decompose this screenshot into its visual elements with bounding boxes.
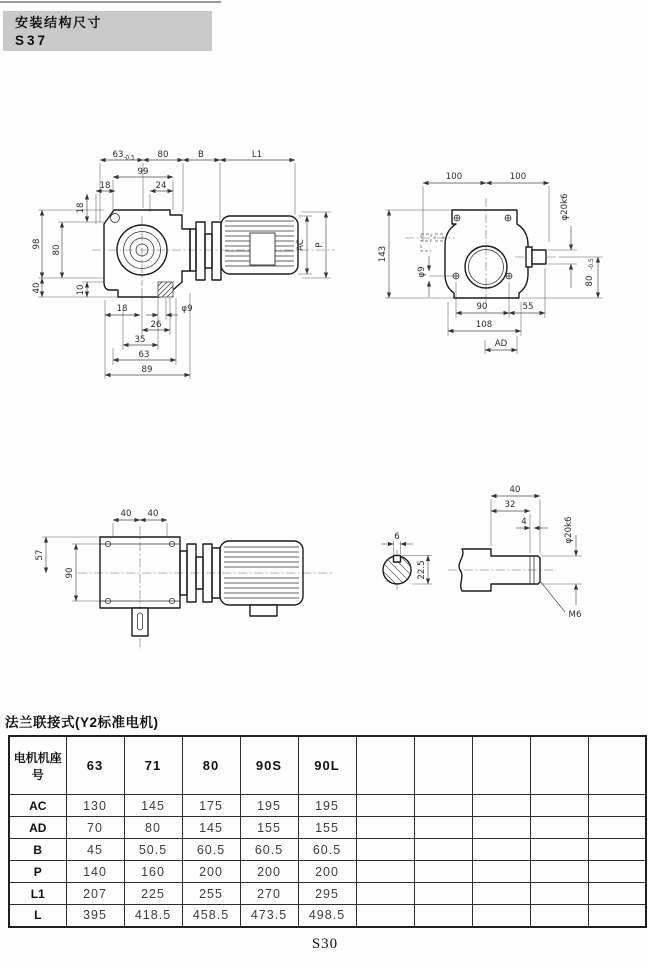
- empty-cell: [414, 795, 472, 817]
- dim-value-cell: 145: [182, 817, 240, 839]
- dim-value-cell: 200: [298, 861, 356, 883]
- frame-size-header: 80: [182, 736, 240, 795]
- gearbox-housing: [104, 210, 190, 297]
- terminal-box: [250, 605, 277, 616]
- input-flange: [190, 222, 221, 280]
- table-row: [9, 817, 646, 839]
- dim-value-cell: 60.5: [240, 839, 298, 861]
- extension-lines: [42, 523, 167, 601]
- dim-value-cell: 60.5: [298, 839, 356, 861]
- front-view-drawing: [375, 150, 647, 388]
- table-wrapper: [8, 735, 645, 928]
- empty-cell: [530, 883, 588, 905]
- dim-label-cell: AD: [9, 817, 66, 839]
- empty-cell: [472, 839, 530, 861]
- dim-value-cell: 195: [240, 795, 298, 817]
- dim-phi9: φ9: [181, 304, 193, 314]
- dim-55: 55: [522, 302, 534, 312]
- dim-35: 35: [134, 335, 146, 345]
- hatched-section: [158, 282, 173, 297]
- empty-cell: [356, 905, 414, 927]
- top-view-drawing: [20, 478, 345, 658]
- dimension-labels: [32, 150, 325, 375]
- dim-AC: AC: [296, 239, 306, 251]
- dim-63-tol: -0.5: [123, 155, 135, 162]
- dim-24: 24: [155, 181, 167, 191]
- empty-cell: [588, 883, 646, 905]
- empty-cell: [414, 839, 472, 861]
- housing-front: [421, 210, 546, 298]
- motor-table: [8, 735, 647, 928]
- dimension-labels: [394, 485, 581, 620]
- top-rule: [0, 1, 221, 3]
- dim-value-cell: 200: [240, 861, 298, 883]
- empty-cell: [414, 883, 472, 905]
- dimension-lines: [42, 160, 326, 375]
- empty-cell: [414, 817, 472, 839]
- empty-cell: [588, 795, 646, 817]
- dim-63-bot: 63: [138, 350, 150, 360]
- dim-value-cell: 140: [66, 861, 124, 883]
- hidden-input-shaft: [421, 234, 443, 251]
- dim-4: 4: [521, 517, 527, 527]
- dim-10: 10: [76, 284, 86, 296]
- shaft-collar: [526, 247, 532, 267]
- dim-80-top: 80: [157, 150, 169, 160]
- dim-value-cell: 130: [66, 795, 124, 817]
- frame-size-header: 90S: [240, 736, 298, 795]
- dim-value-cell: 200: [182, 861, 240, 883]
- dim-value-cell: 70: [66, 817, 124, 839]
- dim-label-cell: L1: [9, 883, 66, 905]
- dim-value-cell: 155: [298, 817, 356, 839]
- terminal-box: [250, 233, 275, 265]
- dim-label-cell: AC: [9, 795, 66, 817]
- dim-89: 89: [141, 365, 153, 375]
- dim-108: 108: [475, 320, 493, 330]
- shaft-section: [376, 548, 414, 592]
- dim-18-left: 18: [76, 202, 86, 214]
- table-row: [9, 883, 646, 905]
- frame-col-header: 电机机座号: [9, 736, 66, 795]
- empty-cell: [356, 861, 414, 883]
- table-row: [9, 839, 646, 861]
- dim-value-cell: 295: [298, 883, 356, 905]
- dim-value-cell: 175: [182, 795, 240, 817]
- frame-size-header: 63: [66, 736, 124, 795]
- dim-value-cell: 395: [66, 905, 124, 927]
- dim-phi20k6: φ20k6: [560, 193, 570, 221]
- empty-cell: [356, 839, 414, 861]
- dim-18-bot: 18: [116, 304, 128, 314]
- empty-cell: [530, 839, 588, 861]
- motor-top: [180, 541, 303, 616]
- dim-L1: L1: [251, 150, 263, 160]
- empty-header-cell: [356, 736, 414, 795]
- dim-40-right: 40: [147, 509, 159, 519]
- dim-18-top: 18: [99, 181, 111, 191]
- frame-size-header: 90L: [298, 736, 356, 795]
- dim-57: 57: [35, 549, 45, 561]
- m6-leader: [540, 581, 565, 612]
- empty-cell: [472, 905, 530, 927]
- dimension-lines: [46, 520, 167, 601]
- dim-6: 6: [394, 532, 400, 542]
- empty-cell: [530, 817, 588, 839]
- page-number: S30: [311, 936, 339, 952]
- dim-B: B: [198, 150, 204, 160]
- dim-value-cell: 160: [124, 861, 182, 883]
- empty-cell: [588, 817, 646, 839]
- model-code: S37: [15, 32, 49, 48]
- output-shaft: [532, 250, 546, 264]
- dim-AD: AD: [494, 339, 508, 349]
- dim-32: 32: [504, 500, 516, 510]
- empty-cell: [530, 905, 588, 927]
- empty-cell: [356, 795, 414, 817]
- dim-98: 98: [32, 238, 42, 250]
- dim-26: 26: [150, 320, 162, 330]
- table-title: 法兰联接式(Y2标准电机): [5, 715, 159, 730]
- dim-value-cell: 473.5: [240, 905, 298, 927]
- dim-value-cell: 270: [240, 883, 298, 905]
- dim-phi20k6: φ20k6: [564, 516, 574, 544]
- dim-90: 90: [65, 567, 75, 579]
- dim-label-cell: L: [9, 905, 66, 927]
- empty-header-cell: [588, 736, 646, 795]
- dim-phi9: φ9: [417, 266, 427, 278]
- dim-40: 40: [32, 282, 42, 294]
- dim-value-cell: 207: [66, 883, 124, 905]
- dim-value-cell: 498.5: [298, 905, 356, 927]
- motor-fins: [224, 547, 299, 598]
- dim-label-cell: B: [9, 839, 66, 861]
- dim-80: 80: [585, 275, 595, 287]
- empty-cell: [356, 883, 414, 905]
- dim-value-cell: 225: [124, 883, 182, 905]
- dim-22-5: 22.5: [417, 560, 427, 580]
- empty-header-cell: [530, 736, 588, 795]
- empty-cell: [472, 861, 530, 883]
- dim-80-left: 80: [52, 244, 62, 256]
- dim-P: P: [315, 242, 325, 248]
- dimension-labels: [378, 172, 595, 349]
- bolt-hole: [111, 214, 120, 223]
- dim-90: 90: [476, 302, 488, 312]
- dim-40: 40: [509, 485, 521, 495]
- empty-cell: [588, 905, 646, 927]
- motor-body: [221, 216, 298, 274]
- shaft-detail-drawing: [368, 478, 648, 663]
- dim-99: 99: [137, 167, 149, 177]
- empty-header-cell: [472, 736, 530, 795]
- dim-label-cell: P: [9, 861, 66, 883]
- dim-value-cell: 255: [182, 883, 240, 905]
- dim-value-cell: 418.5: [124, 905, 182, 927]
- dim-value-cell: 458.5: [182, 905, 240, 927]
- dim-value-cell: 80: [124, 817, 182, 839]
- dimension-lines: [381, 496, 576, 612]
- dim-value-cell: 60.5: [182, 839, 240, 861]
- empty-cell: [588, 839, 646, 861]
- empty-cell: [472, 795, 530, 817]
- empty-cell: [530, 861, 588, 883]
- empty-cell: [414, 861, 472, 883]
- dim-63: 63: [112, 150, 124, 160]
- frame-size-header: 71: [124, 736, 182, 795]
- table-header-row: [9, 736, 646, 795]
- output-shaft-top: [132, 608, 148, 636]
- dim-100-right: 100: [509, 172, 527, 182]
- dim-100-left: 100: [445, 172, 463, 182]
- empty-cell: [472, 817, 530, 839]
- dim-value-cell: 45: [66, 839, 124, 861]
- dim-value-cell: 195: [298, 795, 356, 817]
- page-header: [3, 11, 212, 51]
- empty-cell: [530, 795, 588, 817]
- dim-40-left: 40: [120, 509, 132, 519]
- dim-value-cell: 50.5: [124, 839, 182, 861]
- empty-cell: [414, 905, 472, 927]
- empty-header-cell: [414, 736, 472, 795]
- empty-cell: [356, 817, 414, 839]
- table-row: [9, 861, 646, 883]
- table-row: [9, 905, 646, 927]
- page-title: 安装结构尺寸: [15, 15, 103, 30]
- dim-143: 143: [378, 245, 388, 263]
- empty-cell: [472, 883, 530, 905]
- dim-80-tol: -0.5: [589, 258, 595, 270]
- table-row: [9, 795, 646, 817]
- dim-M6: M6: [568, 610, 582, 620]
- dim-value-cell: 145: [124, 795, 182, 817]
- key-slot: [394, 556, 401, 563]
- dim-value-cell: 155: [240, 817, 298, 839]
- empty-cell: [588, 861, 646, 883]
- side-view-drawing: [30, 130, 345, 388]
